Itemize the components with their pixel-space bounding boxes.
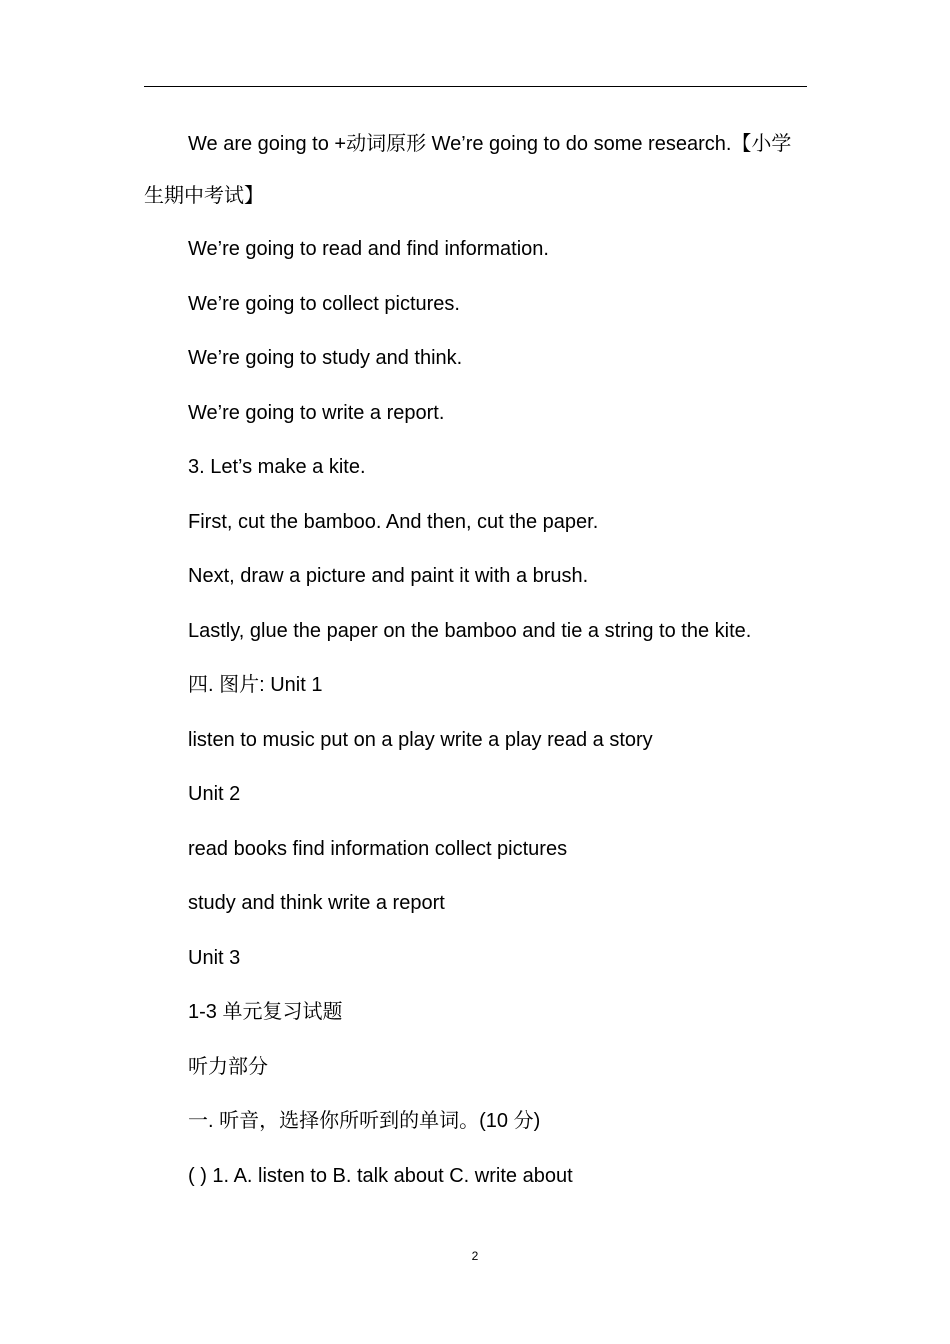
section-heading: 四. 图片: Unit 1	[188, 674, 323, 696]
paragraph: We’re going to write a report.	[188, 401, 445, 424]
section-heading: 1-3 单元复习试题	[188, 1001, 343, 1023]
document-body	[144, 118, 807, 1203]
paragraph: First, cut the bamboo. And then, cut the paper.	[188, 510, 599, 533]
paragraph: read books find information collect pictures	[188, 837, 568, 860]
header-rule	[144, 86, 807, 87]
paragraph: 3. Let’s make a kite.	[188, 456, 366, 478]
paragraph: listen to music put on a play write a play read a story	[188, 728, 653, 751]
question-instruction: 一. 听音，选择你所听到的单词。(10 分)	[188, 1110, 541, 1132]
paragraph: We’re going to study and think.	[188, 347, 463, 369]
paragraph: Next, draw a picture and paint it with a brush.	[188, 565, 589, 587]
unit-label: Unit 2	[188, 783, 241, 805]
paragraph: We’re going to read and find information.	[188, 238, 549, 260]
paragraph: Lastly, glue the paper on the bamboo and tie a string to the kite.	[188, 619, 752, 642]
paragraph: study and think write a report	[188, 892, 445, 914]
paragraph: We’re going to collect pictures.	[188, 292, 460, 315]
paragraph: We are going to +动词原形 We’re going to do some research.【小学生期中考试】	[144, 133, 792, 207]
question-item: ( ) 1. A. listen to B. talk about C. write about	[188, 1164, 573, 1187]
section-heading: 听力部分	[188, 1055, 268, 1078]
page-number: 2	[471, 1249, 479, 1263]
unit-label: Unit 3	[188, 946, 241, 969]
